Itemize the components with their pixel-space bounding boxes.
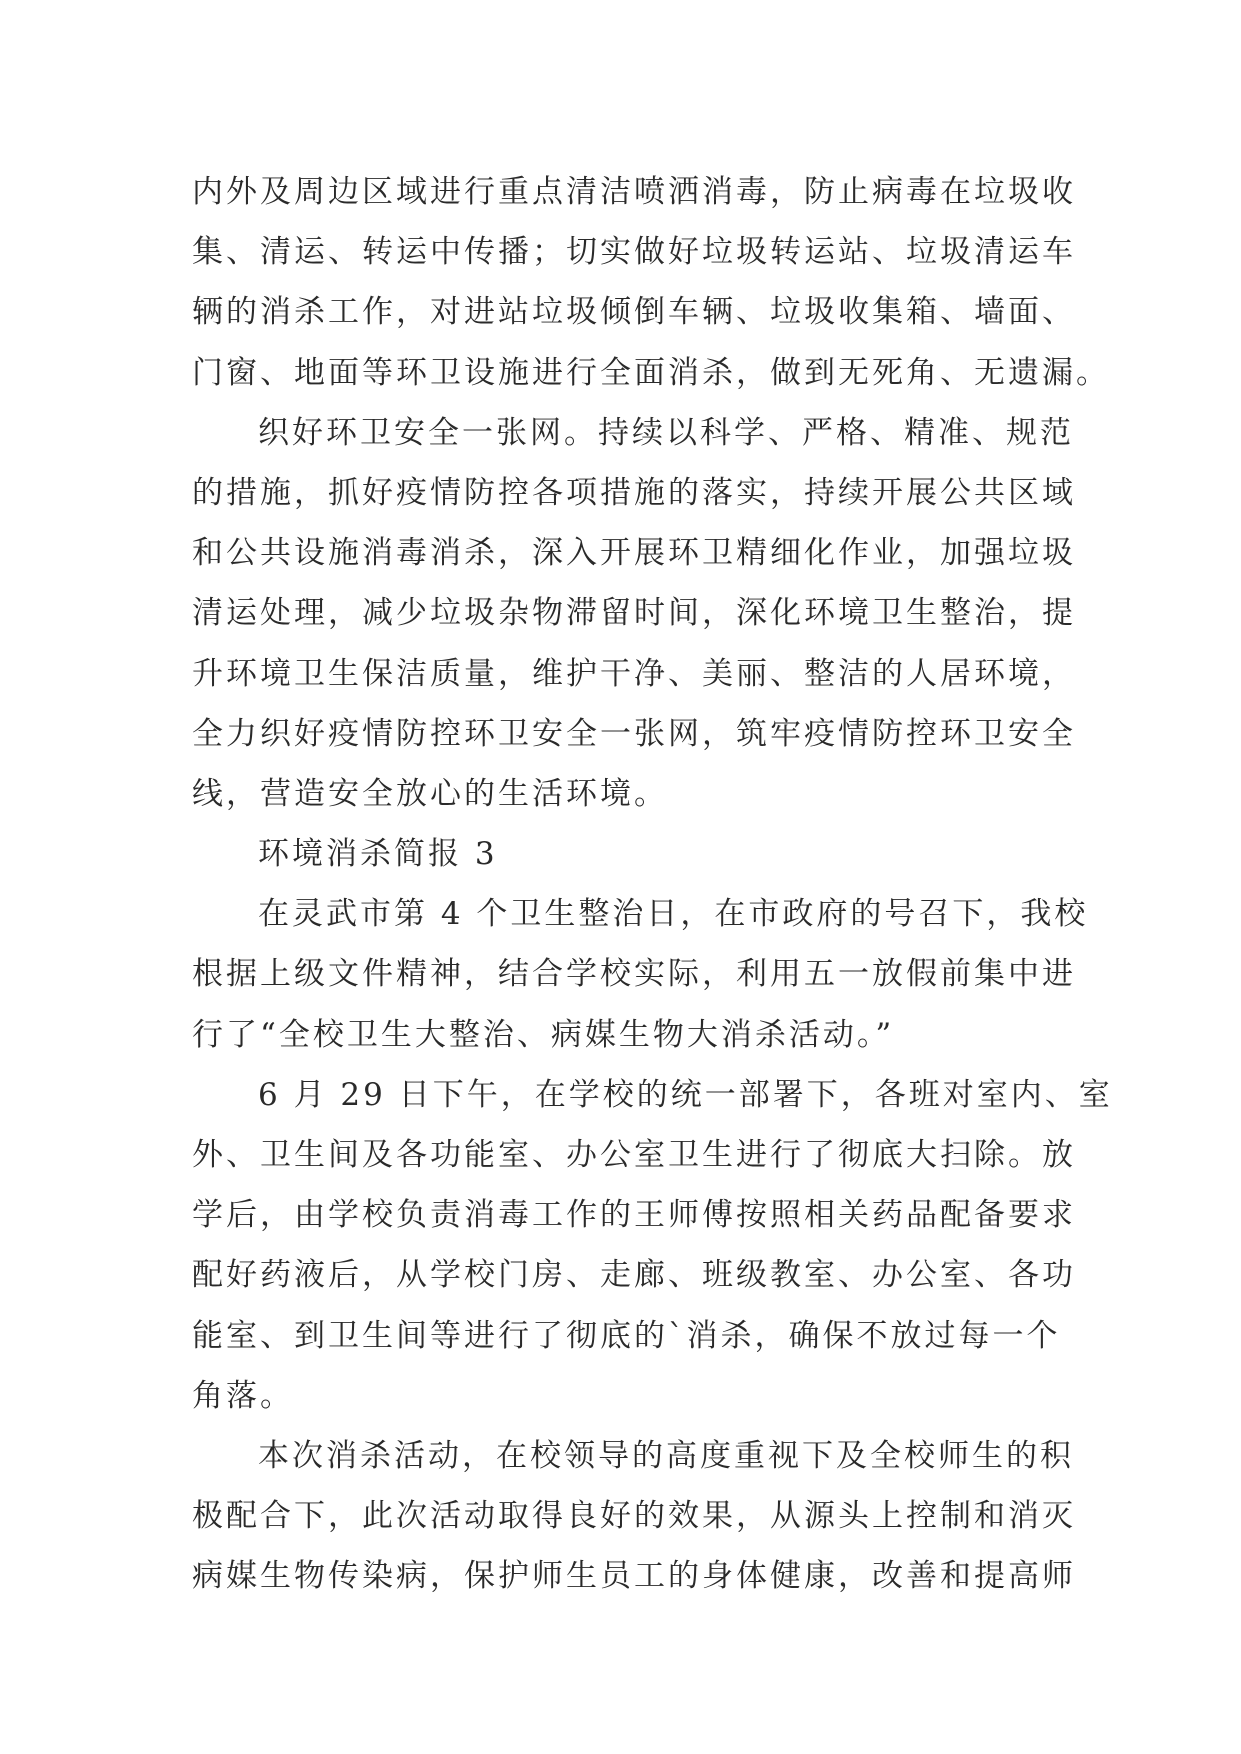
- paragraph-first-line: 织好环卫安全一张网。持续以科学、严格、精准、规范: [258, 414, 1074, 451]
- text-line: 配好药液后，从学校门房、走廊、班级教室、办公室、各功: [192, 1257, 1076, 1294]
- text-line: 清运处理，减少垃圾杂物滞留时间，深化环境卫生整治，提: [192, 595, 1076, 632]
- paragraph-first-line: 6 月 29 日下午，在学校的统一部署下，各班对室内、室: [258, 1076, 1113, 1113]
- text-line: 行了“全校卫生大整治、病媒生物大消杀活动。”: [192, 1016, 895, 1053]
- text-line: 能室、到卫生间等进行了彻底的`消杀，确保不放过每一个: [192, 1317, 1061, 1354]
- text-line: 和公共设施消毒消杀，深入开展环卫精细化作业，加强垃圾: [192, 535, 1076, 572]
- text-line: 门窗、地面等环卫设施进行全面消杀，做到无死角、无遗漏。: [192, 354, 1110, 391]
- paragraph-first-line: 在灵武市第 4 个卫生整治日，在市政府的号召下，我校: [258, 896, 1089, 933]
- text-line: 角落。: [192, 1377, 294, 1414]
- paragraph-first-line: 环境消杀简报 3: [258, 836, 498, 873]
- text-line: 线，营造安全放心的生活环境。: [192, 775, 668, 812]
- text-line: 学后，由学校负责消毒工作的王师傅按照相关药品配备要求: [192, 1197, 1076, 1234]
- text-line: 内外及周边区域进行重点清洁喷洒消毒，防止病毒在垃圾收: [192, 174, 1076, 210]
- text-line: 极配合下，此次活动取得良好的效果，从源头上控制和消灭: [192, 1498, 1076, 1535]
- text-line: 病媒生物传染病，保护师生员工的身体健康，改善和提高师: [192, 1558, 1076, 1595]
- text-line: 的措施，抓好疫情防控各项措施的落实，持续开展公共区域: [192, 474, 1076, 511]
- text-line: 升环境卫生保洁质量，维护干净、美丽、整洁的人居环境，: [192, 655, 1076, 692]
- text-line: 根据上级文件精神，结合学校实际，利用五一放假前集中进: [192, 956, 1076, 993]
- paragraph-first-line: 本次消杀活动，在校领导的高度重视下及全校师生的积: [258, 1437, 1074, 1474]
- document-body: [192, 162, 1113, 1607]
- text-line: 全力织好疫情防控环卫安全一张网，筑牢疫情防控环卫安全: [192, 715, 1076, 752]
- text-line: 外、卫生间及各功能室、办公室卫生进行了彻底大扫除。放: [192, 1137, 1076, 1173]
- text-line: 辆的消杀工作，对进站垃圾倾倒车辆、垃圾收集箱、墙面、: [192, 294, 1076, 331]
- text-line: 集、清运、转运中传播；切实做好垃圾转运站、垃圾清运车: [192, 234, 1076, 271]
